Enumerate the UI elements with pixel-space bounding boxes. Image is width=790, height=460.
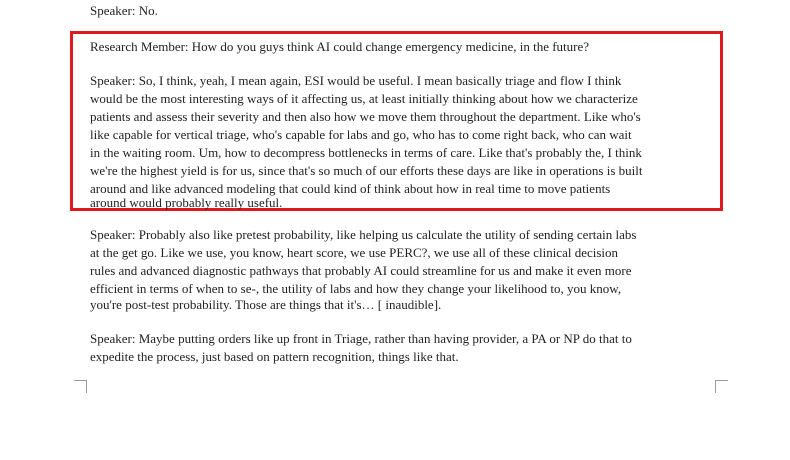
paragraph-3-line-1: Speaker: Maybe putting orders like up front in Triage, rather than having provider, a PA or NP do that to (90, 331, 632, 346)
paragraph-2-line-5: you're post-test probability. Those are things that it's… [ inaudible]. (90, 297, 442, 312)
answer-line-5: in the waiting room. Um, how to decompress bottlenecks in terms of care. Like that's probably the, I think (90, 145, 642, 160)
answer-line-3: patients and assess their severity and then also how we move them throughout the department. Like who's (90, 109, 641, 124)
answer-line-6: we're the highest yield is for us, since that's so much of our efforts these days are like in operations is built (90, 163, 643, 178)
speaker-line-no: Speaker: No. (90, 3, 158, 18)
paragraph-2-line-4: efficient in terms of when to se-, the utility of labs and how they change your likelihood to, you know, (90, 281, 622, 296)
answer-line-7: around and like advanced modeling that could kind of think about how in real time to move patients (90, 181, 611, 196)
research-member-question: Research Member: How do you guys think AI could change emergency medicine, in the future? (90, 39, 590, 54)
paragraph-2-line-2: at the get go. Like we use, you know, heart score, we use PERC?, we use all of these clinical decision (90, 245, 619, 260)
answer-line-2: would be the most interesting ways of it affecting us, at least initially thinking about how we characterize (90, 91, 638, 106)
page-corner-mark-left (74, 380, 87, 393)
paragraph-2-line-1: Speaker: Probably also like pretest probability, like helping us calculate the utility of sending certain labs (90, 227, 637, 242)
paragraph-3-line-2: expedite the process, just based on pattern recognition, things like that. (90, 349, 459, 364)
answer-line-4: like capable for vertical triage, who's capable for labs and go, who has to come right back, who can wait (90, 127, 632, 142)
answer-line-8: around would probably really useful. (90, 195, 283, 210)
paragraph-2-line-3: rules and advanced diagnostic pathways that probably AI could streamline for us and make it even more (90, 263, 632, 278)
answer-line-1: Speaker: So, I think, yeah, I mean again, ESI would be useful. I mean basically triage and flow I think (90, 73, 622, 88)
page-corner-mark-right (715, 380, 728, 393)
